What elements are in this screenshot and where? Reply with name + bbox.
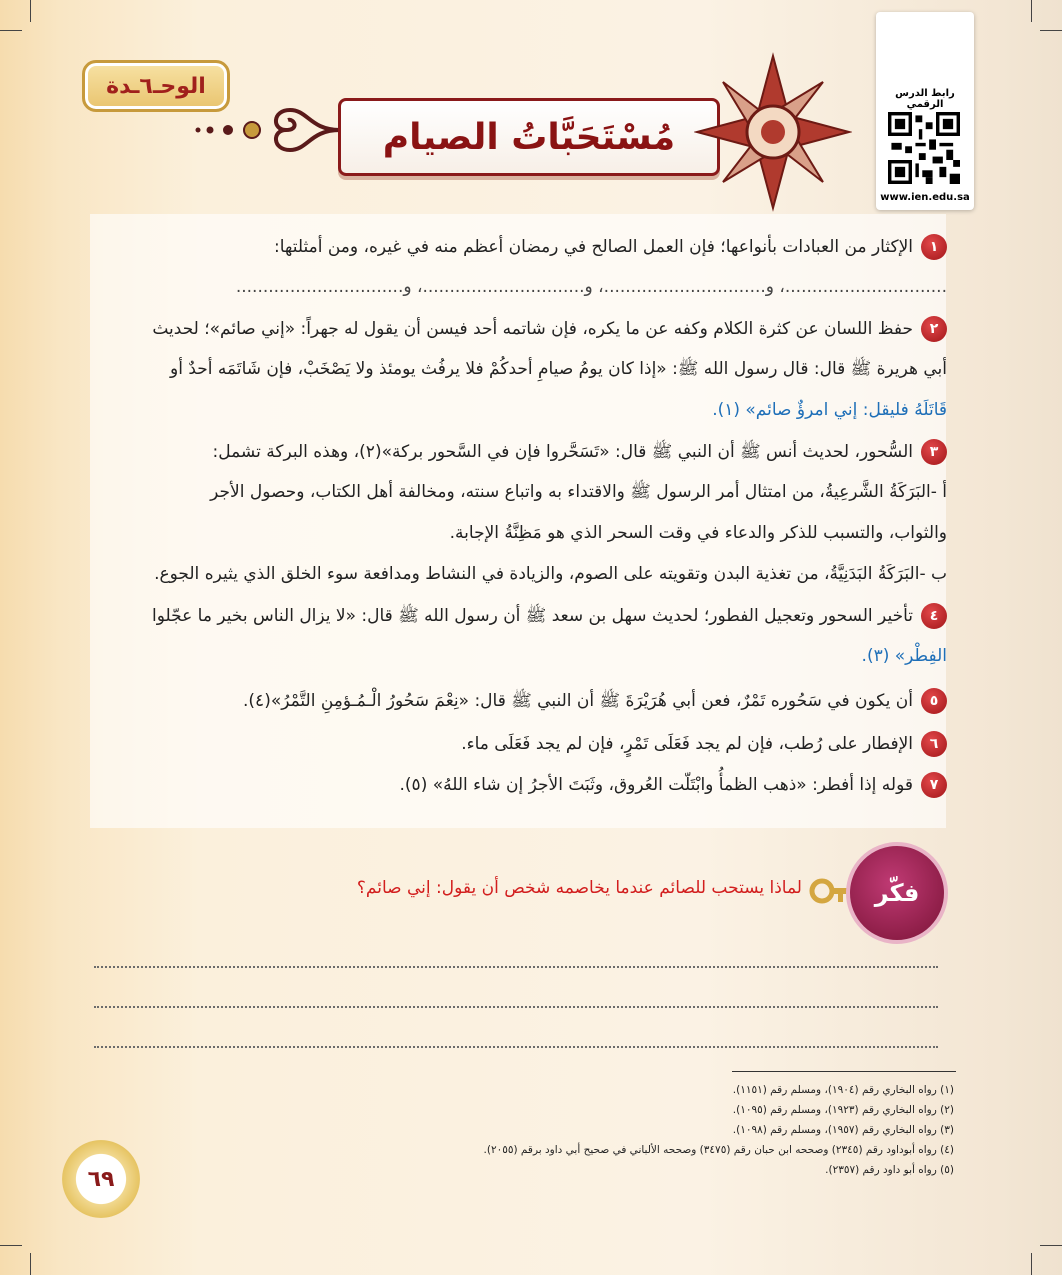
footnote: (٥) رواه أبو داود رقم (٢٣٥٧). (825, 1164, 954, 1176)
qr-label: رابط الدرس الرقمي (895, 88, 955, 110)
page-number-badge (62, 1140, 140, 1218)
item-text: الفِطْر» (٣). (861, 646, 947, 666)
item-number-badge: ٥ (921, 688, 947, 714)
list-item (243, 688, 947, 714)
crop-mark (1040, 1245, 1062, 1246)
sub-item-continuation (450, 521, 947, 545)
item-number-badge: ١ (921, 234, 947, 260)
list-item (152, 316, 947, 342)
think-badge (846, 842, 948, 944)
footnote: (١) رواه البخاري رقم (١٩٠٤)، ومسلم رقم (١١٥١). (732, 1084, 954, 1096)
item-text: تأخير السحور وتعجيل الفطور؛ لحديث سهل بن سعد ﷺ أن رسول الله ﷺ قال: «لا يزال الناس بخير ما عجّلوا (152, 606, 913, 626)
list-item (152, 603, 947, 629)
list-item-continuation (712, 398, 947, 422)
list-item-continuation (170, 357, 947, 381)
think-label: فكّر (874, 879, 920, 907)
item-number-badge: ٣ (921, 439, 947, 465)
item-text: الإفطار على رُطب، فإن لم يجد فَعَلَى تَمْرٍ، فإن لم يجد فَعَلَى ماء. (461, 734, 913, 754)
list-item (274, 234, 947, 260)
page-title: مُسْتَحَبَّاتُ الصيام (382, 116, 676, 158)
answer-line[interactable] (94, 1046, 938, 1048)
crop-mark (30, 0, 31, 22)
list-item (461, 731, 947, 757)
crop-mark (0, 1245, 22, 1246)
list-item (213, 439, 948, 465)
footnote: (٣) رواه البخاري رقم (١٩٥٧)، ومسلم رقم (١٠٩٨). (732, 1124, 954, 1136)
item-text: ..............................، و..............................، و..............................، و............................... (235, 277, 947, 297)
fill-in-blank-line[interactable] (236, 275, 947, 299)
page-number: ٦٩ (87, 1166, 115, 1192)
item-text: والثواب، والتسبب للذكر والدعاء في وقت السحر الذي هو مَظِنَّةُ الإجابة. (449, 523, 947, 543)
item-text: أن يكون في سَحُوره تَمْرٌ، فعن أبي هُرَيْرَةَ ﷺ أن النبي ﷺ قال: «نِعْمَ سَحُورُ الْـمُـؤمِنِ التَّمْرُ»(٤). (243, 691, 913, 711)
item-number-badge: ٢ (921, 316, 947, 342)
answer-line[interactable] (94, 1006, 938, 1008)
item-text: الإكثار من العبادات بأنواعها؛ فإن العمل الصالح في رمضان أعظم منه في غيره، ومن أمثلتها: (273, 237, 913, 257)
list-item-continuation (862, 644, 947, 668)
item-text: قَاتَلَهُ فليقل: إني امرؤٌ صائم» (١). (712, 400, 947, 420)
item-text: أبي هريرة ﷺ قال: قال رسول الله ﷺ: «إذا كان يومُ صيامِ أحدكُمْ فلا يرفُث يومئذ ولا يَصْخَبْ، فإن شَاتَمَه أحدٌ أو (170, 359, 947, 379)
footnote-divider (732, 1071, 956, 1072)
item-text: أ -البَرَكَةُ الشَّرعِيةُ، من امتثال أمر الرسول ﷺ والاقتداء به واتباع سنته، ومخالفة أهل الكتاب، وحصول الأجر (210, 482, 947, 502)
crop-mark (0, 30, 22, 31)
think-question: لماذا يستحب للصائم عندما يخاصمه شخص أن يقول: إني صائم؟ (356, 878, 802, 898)
answer-line[interactable] (94, 966, 938, 968)
ornament-scroll-icon (190, 98, 340, 162)
crop-mark (30, 1253, 31, 1275)
footnote: (٤) رواه أبوداود رقم (٢٣٤٥) وصححه ابن حبان رقم (٣٤٧٥) وصححه الألباني في صحيح أبي داود برقم (٢٠٥٥). (483, 1144, 954, 1156)
crop-mark (1031, 0, 1032, 22)
item-number-badge: ٦ (921, 731, 947, 757)
item-text: قوله إذا أفطر: «ذهب الظمأُ وابْتَلّت العُروق، وثَبَتَ الأجرُ إن شاء اللهُ» (٥). (399, 775, 913, 795)
crop-mark (1040, 30, 1062, 31)
item-number-badge: ٧ (921, 772, 947, 798)
title-banner (338, 98, 720, 176)
unit-label: الوحـ٦ـدة (106, 73, 206, 99)
qr-card[interactable] (876, 12, 974, 210)
sub-item (154, 562, 947, 586)
item-text: السُّحور، لحديث أنس ﷺ أن النبي ﷺ قال: «تَسَحَّروا فإن في السَّحور بركة»(٢)، وهذه البركة تشمل: (212, 442, 913, 462)
footnote: (٢) رواه البخاري رقم (١٩٢٣)، ومسلم رقم (١٠٩٥). (732, 1104, 954, 1116)
list-item (400, 772, 948, 798)
qr-code-icon[interactable] (888, 112, 960, 184)
item-number-badge: ٤ (921, 603, 947, 629)
item-text: حفظ اللسان عن كثرة الكلام وكفه عن ما يكره، فإن شاتمه أحد فيسن أن يقول له جهراً: «إني صائم»؛ لحديث (152, 319, 913, 339)
sub-item (210, 480, 947, 504)
qr-url[interactable]: www.ien.edu.sa (880, 192, 970, 203)
star-ornament-icon (694, 52, 852, 212)
crop-mark (1031, 1253, 1032, 1275)
item-text: ب -البَرَكَةُ البَدَنِيَّةُ، من تغذية البدن وتقويته على الصوم، والزيادة في النشاط ومدافعة سوء الخلق الذي يثيره الجوع. (154, 564, 947, 584)
